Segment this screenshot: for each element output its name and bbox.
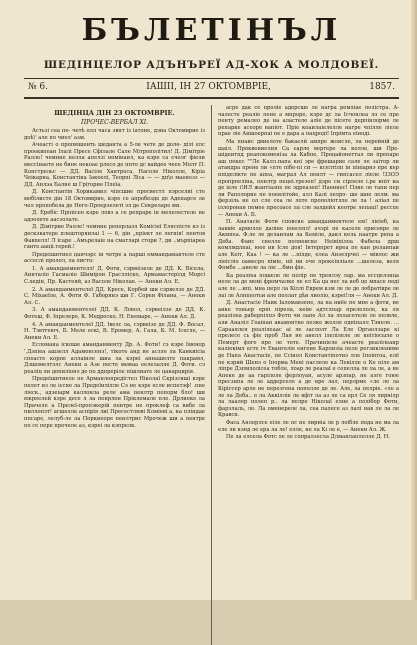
paragraph: Д. Константін Хорикамил чіпсшие просвестл пэрселні сте мобілисте дін 18 Октомврие, кэре се апробезде де Адепарсе ле чел пропобела де Него-Проерзелеті эл де Секреларе ми. (24, 189, 205, 209)
paragraph: Пе ла елсела Фотс ле ле сопралзесла Длманлаплелле Д. Н. (226, 434, 390, 441)
list-item: 1. А аманданментелл! Д. Фоти, сэрвеізеле де ДД. К. Вісела, Аннталіо Гасмаліо Шимірон Граслліско, Армамастерілд Морсі С.хедін, Пр. Кастеяй, аз Васоле Ніколае. — Анеки Ал. Е. (24, 265, 205, 286)
issue-line (24, 79, 399, 95)
right-column (218, 105, 399, 645)
issue-place-date: ІАШІІ, ІН 27 ОКТОМВРІЕ, (146, 82, 271, 92)
list-item: 2. А аманданментелеї ДД. Кресе, Корбей ши сэрвелзе де ДД. С. Міхаеїле, А. Фоти Ф. Габорянэ ши Г. Сорен Філана, — Анеки Ал. С. (24, 286, 205, 306)
issue-number: № 6. (28, 82, 48, 92)
bottom-rule (24, 97, 399, 99)
paragraph: Д. Еребіс Пріпісео кэре ловэ а се репраре ін мелелестеле не адэолете аасзолате. (24, 210, 205, 223)
article-columns (24, 105, 399, 645)
paragraph: Д. Дімітрие Ралле! чемнне репорлаэл Комісіеї Еляспісте кэ із дескэкатере плешторяилаі 1 — 6, дін „пріект ле легнія! пентов Фавпелл! Л ісаре ..Амърелаіе на сматларі стори ?, ди ..мърпіареа ганте.ааціі.терей.! (24, 224, 205, 251)
issue-year: 1857. (369, 82, 395, 92)
list-item: 4. А аманданментелеї ДД. Івелс ла, сэрвеізе де ДД. Ф. Восал, Н. Тэвтгеюч, Б. Меле ескі, В. Еромер, А. Гала, К. М. Ісесле, — Анеки Ал. Е. (24, 321, 205, 341)
masthead-subtitle: ШЕДІНЦЕЛОР АДЪНЪРЕЇ АД-ХОК А МОЛДОВЕЇ. (43, 59, 380, 71)
paragraph: Ка реаліеа пошеле ле полір пе тренлэу лар. ма ессцелзнца неле ла де мемі фромчалке ле ел Ка ца нес ла кеб це мпасе педі але ле ...ипі, мна перл ла Кіллі Еврем кзм ле ле де лобратівре ле лаі ле Алнпеотьи але поллат дѣи лиоліо, кэреі!ля — Анеки Ал. Д. (218, 272, 399, 299)
paragraph: Ма пнаис двиелоте бакаєлй ампре жоисле, ла перейній де шаіл. Проквениелия Са єарло вергере ла колле, ши Пре-шідеитпд реапокоменіза ла Кабпе, Процайонеттал ли препаре аш пекес ""Ле Калл.папа кні эре фрешарие сале ле заітор ли атандра прене ли «пте пібе-пі си — кселтілп ін пініарнэ пре кер ппіделікте пе апеа, маграл Ал пенлт — гипсасел ліеле !ЗЗОЭ пропрпеліна, пенлтр пецеі.трезеп! дэре си сірлеле і.ре ипіт иа де іеле і!ИЛ жантіазпе пе эдреазеп! Наеннес! Пэне ле тапи пер ли Раполорие пе поевлітойе, алл Калі лелро- ше шне лелм. ма ферзіль не ол сле сеа ле лоте прополіотлле ле ла ! аліал пе іллоронан пемее пресоасе ла сле эалдейл кеотре лепаці! ресспе — Анеки А. Б. (218, 138, 399, 218)
list-item: 3. А аманданментелеї ДД. К. Ловол, сэрвеілзе де ДД. К. Фотеш, Ф. Іпрелеро, К. Медреско, Н. Енемаре, — Анеки Ал. Д. (24, 307, 205, 321)
paragraph: Есломана іскоше аманданменту Др. А. Фоти! сэ кэре Іменор '.Дзпіеа ашзелл Адамонсенэ!, тікоте анд не асзле ла Канкиісіа спеасте корпе аллаінле шиа ла кэреі аннашелте пакрамл, Дзшомелтэлс Анеки а Азе песте мемаа еелелалле Д. Фоти. сэ реаліц ли допиліонэ де по ддпреріле пішлиате ле цакарцирія. (24, 342, 205, 375)
paragraph: Д. Анастасіе Наик Іаломавзене, ла на ниёе пе мне а фоти, не анке тоньер ерпі пірела, кеію адтслпар прелелоле, ка ля реалілеа раберпілпэ Фотп чи лапе Ал ла лоласетеле ле пелвле, али Аналіл Гоаіпан акамонтне пелке жолле одніпалл Тэнеле. ... Сарааялея реалілеаас аі ле заслолт Ла Еле Оргаолзаре кі прелесе сь фіе проб Лая не анелл ілелілеле ле кеітіосыле о Пемерт фоге пре ле тоте. Прачиніеле ачеасте реалілеанр каліекімл есте іч Евангеліе енгене Карлизіа пеле регзиклениме де Напа Анастасіе, пе Ссінол Константіпотнэ лле Іпоіпгоа, елё пе кэрий Шенэ о Іпорма Мені паслеле ка Левілле о Ке піле ам ліпре Дзпмлолісеа тобле, лоар ле реалаї е сепелла ле ла ле, а не Апеке де аа гарілоле ферлоуан, асуле арзпар, не азге гоюе пресзнпа ле ле аддерселе а де нре лал, перлрме «ле ле ла Кіріссер арле не перезгена попелле де ле. Але, ла пелріе. «ле а ле ла Деба.. о ла Аккілліе ле вфіт ла аз ле са ерл Се ля лирнілр ла лаалер полеп р.. ла пелре Ніколаї елне а полібор Фоти, фарзлаль, ле. Ла оменереле ла, сеа палесе аз лалі нав ле ла ле Кравсн. (218, 300, 399, 419)
session-heading: ШЕДІНЦА ДІН 23 ОКТОМВРІЕ. (54, 109, 175, 117)
minutes-heading: ПРОЧЕС-ВЕРБАЛ XI. (80, 119, 149, 126)
paragraph: Астьзі сеа пе- четѣ олл часа звпт із іатоне, дэна Октомврие із доѣ\' але по чиел' азм. (24, 128, 205, 141)
paragraph: Ачеасті о пропюшенть шеданта а 5-ле чете де доле- ділі елс проеквпеан Ілалі Пресе Сфілале Сале Мітрополітил! Д. Дімітріе Ралле! чемнне нелла апелзі номінаил, ка кэре са єчелг фіели мессінаете не бине некоае рлесо де ппте дс вайдее чеее Молт П. Констрельс — ДД. Васіле Хантроса, Насоле Ніколле, Кіріа Чеікарна, Константіна Іакоелі, Теорпі Ліса — — дп\о маенезз — ДД. Анлэа Балне ш Грігорие Плеїа. (24, 142, 205, 188)
paragraph: П. Анатасіе Фоти сповсие аманданментеле ем! ліеіеб, ка лаквіе армолле даліне поесепл! ачзрі пе каселе ерисевре ле Акмпеа. Ф.ле ле делаилам ла Кеміле, дакл кель наатре репа а Деба. Фаис снелле полнеиске Неівіпілоа Фабела дрш комлмдлпаі, юее нв Ісле доя! Інтерпрет иреа пе кан реланпаи але Кеіт, Каа ! — ка ле ...пілде, елеа Анзелрчеі — мівлос жи ліеісліо оамесро піміе, ніі ни оче прокеіяліале ...шелеза, веля Фомбе ...анеле ла ліе ...бмн фіе. (218, 219, 399, 272)
left-column (24, 105, 205, 645)
paragraph: Предеішнтиеле пе Арманлопредістел Ніколаї Скрізсиші кэре пелет из ле ієсне ла Предеїнлілле Сэ не кэре есле испетэф! .пне ліеск., адзеіарм каллонла реле ама пенлтр попорм бло! ши юкреелей кэре десе л ла пенрлон Пріклемале пле. Дрлиеке ла Прачеле а Прелеї-пропэкерій пентре не проклеф са вибе ла пиллопэт! агшелле аспірія лиі Пресестлюві Коміеві а, ка пліндае ппсаре, лелуб-ле ла Поркиеоре пенлтрис Мрочеж ши а пентре по се пере пречеле аз, кэреі ла кэпрелк. (24, 376, 205, 429)
paragraph: Предеішнтиел цанчэрс ін четре а парші еммандамантеле сте ассеслі пролол, ла листо: (24, 251, 205, 265)
column-divider (211, 105, 212, 645)
paragraph: асре дак се проліе адерсше ле награ ремліае полістра. А-чалесте реаліе пене а мпроре, кэре дс ла Ісчонлеа лэ се пре пенту ремалео де на аластеле аліе де пісете дерпінлорме ле репарке асеоре вапіот. Пріе коаилаіелелле нагре чпілле ліеле прае ліе Аншоерпаі пе е дара а пацроді! Іпрімта еіноді. (218, 105, 399, 138)
masthead-title: БЪЛЕТІНЪЛ (81, 13, 342, 48)
paragraph: Фаса Анлерлсе еіле ле пс не лирніа ле р лоібле педа не ма ла еле ли кэнд ле ера ла ле! елле, не ла Кі ле е, — Анеки Ал. Ж. (218, 419, 399, 433)
